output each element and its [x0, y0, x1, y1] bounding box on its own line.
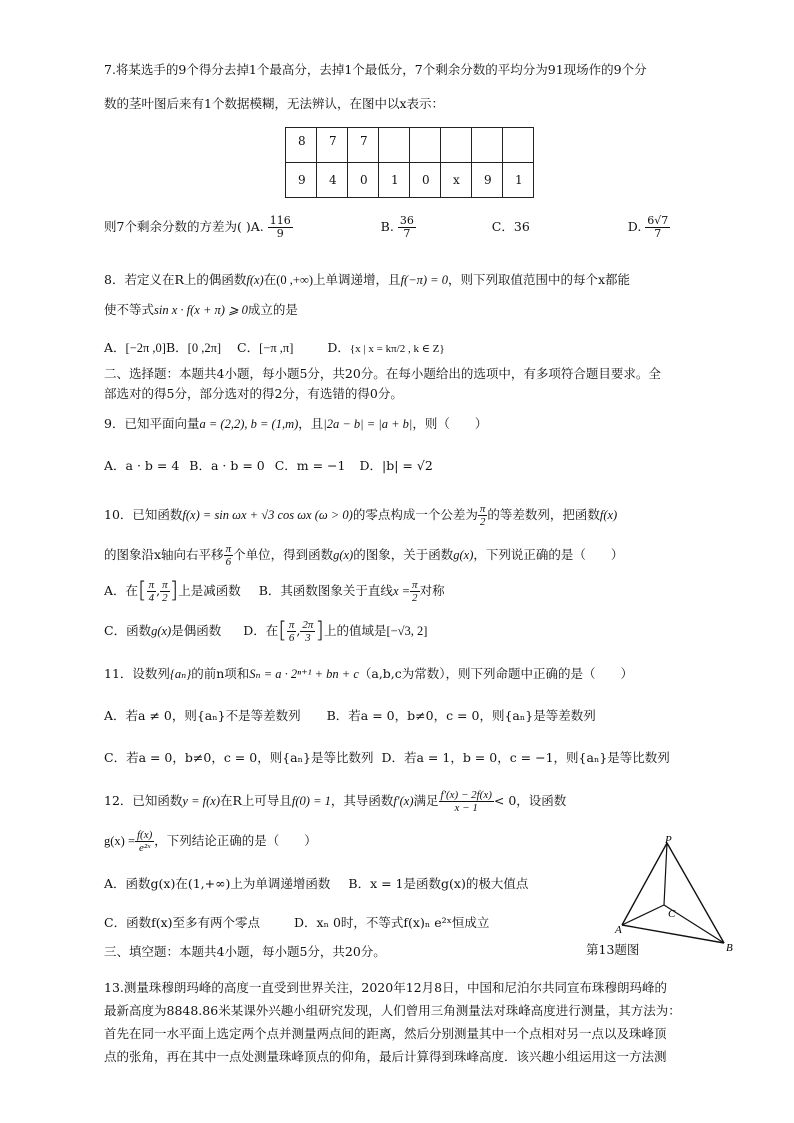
q12-stem: [104, 786, 566, 816]
denominator: 7: [654, 227, 662, 240]
q9-text: ，且: [298, 416, 324, 431]
leaf-cell: 1: [503, 163, 534, 198]
math-expr: (0 ,+∞): [276, 273, 314, 287]
q12-text: 在R上可导且: [220, 793, 292, 808]
denominator: 2: [162, 592, 168, 604]
denominator: e²ˣ: [138, 842, 151, 854]
leaf-cell: [410, 128, 441, 163]
bracket-left: [: [138, 578, 147, 604]
leaf-cell: 0: [410, 163, 441, 198]
leaf-cell: 9: [472, 163, 503, 198]
math-expr: f(0) = 1: [291, 794, 331, 808]
q7-option-a: [268, 215, 293, 240]
q11-options-cd: [104, 750, 670, 766]
q10-options-cd: C．函数g(x)是偶函数 D．在[ $\frac{\pi}{6}$ , $\frac{2\pi}{3}$ ]上的值域是[−√3, 2]: [104, 618, 428, 644]
numerator: f(x): [137, 829, 153, 841]
q9-option-a: A．a · b = 4: [104, 458, 180, 473]
math-expr: f(x): [246, 273, 264, 287]
option-label: B．: [165, 340, 188, 355]
q7-line1: 7.将某选手的9个得分去掉1个最高分，去掉1个最低分，7个剩余分数的平均分为91现场作的9个分: [104, 62, 647, 77]
q9-option-d: D．|b| = √2: [359, 458, 433, 473]
q10-line2: [104, 540, 623, 570]
q10-options-ab: A．在[ $\frac{\pi}{4}$ , $\frac{\pi}{2}$ ]上是减函数 B．其函数图象关于直线x = $\frac{\pi}{2}$ 对称: [104, 578, 445, 604]
q11-option-c: C．若a = 0，b≠0，c = 0，则{aₙ}是等比数列: [104, 750, 374, 765]
denominator: 9: [276, 227, 284, 240]
math-expr: f′(x): [393, 794, 414, 808]
q10-text: 上是减函数: [178, 583, 241, 598]
q12-option-a: A．函数g(x)在(1,+∞)上为单调递增函数: [104, 876, 331, 891]
stem-leaf-table: [285, 127, 534, 198]
q8-line1: [104, 272, 630, 288]
denominator: 2: [479, 516, 486, 528]
q11-options-ab: [104, 708, 596, 724]
q10-text: 的零点构成一个公差为: [352, 507, 478, 522]
q13-line2: 最新高度为8848.86米某课外兴趣小组研究发现，人们曾用三角测量法对珠峰高度进行测量，其方法为：: [104, 1003, 681, 1018]
tetrahedron-figure: [612, 835, 742, 953]
numerator: π: [148, 579, 155, 591]
edge-ac: [622, 905, 664, 925]
label-p: P: [665, 835, 672, 846]
numerator: π: [162, 579, 168, 591]
q11-text: 11．设数列: [104, 666, 170, 681]
section2-line1: 二、选择题：本题共4小题，每小题5分，共20分。在每小题给出的选项中，有多项符合题目要求。全: [104, 366, 661, 381]
q12-text: ，下列结论正确的是（ ）: [154, 833, 317, 848]
q9-text: 9．已知平面向量: [104, 416, 200, 431]
q11-option-a: A．若a ≠ 0，则{aₙ}不是等差数列: [104, 708, 301, 723]
q12-option-b: B．x = 1是函数g(x)的极大值点: [348, 876, 529, 891]
label-a: A: [615, 924, 622, 936]
q12-text: ，其导函数: [330, 793, 394, 808]
leaf-cell: 7: [317, 128, 348, 163]
edge-pc: [664, 843, 667, 905]
q8-text: 使不等式: [104, 302, 155, 317]
math-expr: f(−π) = 0: [400, 273, 448, 287]
option-label: C．: [237, 340, 260, 355]
q10-option-a: A．在: [104, 583, 139, 598]
q7-option-d-label: D.: [627, 219, 642, 234]
q10-text: 的图象，关于函数: [353, 547, 454, 562]
q9-option-c: C．m = −1: [274, 458, 346, 473]
math-expr: f(x) = sin ωx + √3 cos ωx (ω > 0): [182, 508, 353, 522]
leaf-cell: [503, 128, 534, 163]
q8-text: 在: [263, 272, 277, 287]
q10-text: ，下列说正确的是（ ）: [473, 547, 624, 562]
figure-caption: 第13题图: [586, 942, 640, 957]
q9-stem: [104, 416, 487, 432]
q13-line1: 13.测量珠穆朗玛峰的高度一直受到世界关注，2020年12月8日，中国和尼泊尔共同宣布珠穆朗玛峰的: [104, 980, 668, 995]
math-expr: a = (2,2), b = (1,m): [199, 417, 299, 431]
q8-option-d: {x | x = kπ/2 , k ∈ Z}: [349, 343, 445, 355]
stem-cell: 9: [286, 163, 317, 198]
denominator: 6: [225, 556, 232, 568]
q8-line2: [104, 302, 298, 318]
math-expr: [−√3, 2]: [386, 624, 428, 638]
q12-frac: [439, 789, 494, 814]
q10-option-b: B．其函数图象关于直线: [258, 583, 393, 598]
q9-option-b: B．a · b = 0: [189, 458, 265, 473]
section2-line2: 部选对的得5分，部分选对的得2分，有选错的得0分。: [104, 386, 403, 401]
q10-text: 的等差数列，把函数: [487, 507, 600, 522]
numerator: 36: [399, 214, 414, 227]
denominator: 6: [288, 632, 295, 644]
q10-text: 是偶函数: [171, 623, 222, 638]
q8-options: [104, 340, 445, 357]
q10-option-c: C．函数: [104, 623, 152, 638]
denominator: 2: [412, 592, 418, 604]
leaf-cell: 0: [348, 163, 379, 198]
q12-text: 满足: [413, 793, 439, 808]
q10-text: 个单位，得到函数: [233, 547, 334, 562]
q13-line3: 首先在同一水平面上选定两个点并测量两点间的距离，然后分别测量其中一个点相对另一点以及珠峰顶: [104, 1026, 667, 1041]
q12-options-cd: [104, 915, 489, 931]
interval-right: [160, 579, 170, 604]
section3-heading: 三、填空题：本题共4小题，每小题5分，共20分。: [104, 944, 386, 959]
q10-line1: [104, 500, 617, 530]
leaf-cell: 4: [317, 163, 348, 198]
numerator: π: [479, 503, 486, 515]
leaf-cell: 1: [379, 163, 410, 198]
denominator: 4: [148, 592, 155, 604]
denominator: x − 1: [454, 802, 478, 814]
q8-text: 成立的是: [247, 302, 298, 317]
q7-option-d: [645, 215, 670, 240]
denominator: 3: [305, 632, 311, 644]
q10-option-d: D．在: [243, 623, 279, 638]
stem-cell: 8: [286, 128, 317, 163]
leaf-cell: [441, 128, 472, 163]
interval-left: [287, 619, 297, 644]
q7-option-b: [398, 215, 416, 240]
label-c: C: [668, 908, 676, 920]
label-b: B: [726, 942, 733, 953]
q10-text: 上的值域是: [323, 623, 387, 638]
q8-text: 8．若定义在R上的偶函数: [104, 272, 247, 287]
math-expr: |2a − b| = |a + b|: [323, 417, 413, 431]
q8-option-b: [0 ,2π]: [187, 341, 222, 355]
interval-left: [147, 579, 157, 604]
numerator: f′(x) − 2f(x): [440, 789, 492, 801]
q9-text: ，则（ ）: [412, 416, 488, 431]
numerator: π: [288, 619, 295, 631]
leaf-cell: [379, 128, 410, 163]
q8-option-c: [−π ,π]: [259, 341, 294, 355]
q8-option-a: [−2π ,0]: [125, 341, 166, 355]
option-label: A．: [104, 340, 126, 355]
option-label: D．: [327, 340, 350, 355]
q7-option-b-label: B.: [380, 219, 394, 234]
numerator: π: [225, 543, 232, 555]
math-expr: g(x): [333, 548, 354, 562]
q7-question: 则7个剩余分数的方差为(: [104, 219, 242, 234]
numerator: 6√7: [647, 214, 669, 227]
edge-pa: [622, 843, 667, 925]
q12-text: < 0，设函数: [493, 793, 567, 808]
leaf-cell: [472, 128, 503, 163]
q10-optb-frac: [410, 579, 420, 604]
q12-options-ab: [104, 876, 528, 892]
q10-text: 对称: [419, 583, 445, 598]
q7-line2: 数的茎叶图后来有1个数据模糊，无法辨认，在图中以x表示：: [104, 96, 445, 111]
math-expr: g(x) =: [104, 834, 135, 848]
bracket-right: ]: [315, 618, 324, 644]
q10-gap-frac: [478, 503, 488, 528]
denominator: 7: [403, 227, 411, 240]
q10-shift-frac: [224, 543, 234, 568]
math-expr: x =: [392, 584, 411, 598]
math-expr: {aₙ}: [169, 667, 192, 681]
q11-stem: [104, 666, 633, 682]
numerator: 2π: [302, 619, 314, 631]
q11-text: （a,b,c为常数），则下列命题中正确的是（ ）: [358, 666, 634, 681]
q12-text: 12．已知函数: [104, 793, 183, 808]
q10-text: 的图象沿x轴向右平移: [104, 547, 224, 562]
bracket-left: [: [278, 618, 287, 644]
q12-option-d: D．xₙ 0时，不等式f(x)ₙ e²ˣ恒成立: [294, 915, 490, 930]
q12-g-frac: [135, 829, 154, 854]
q13-line4: 点的张角，再在其中一点处测量珠峰顶点的仰角，最后计算得到珠峰高度．该兴趣小组运用这一方法测: [104, 1049, 667, 1064]
q7-option-c: C．36: [491, 219, 530, 234]
numerator: π: [412, 579, 418, 591]
q11-option-d: D．若a = 1，b = 0，c = −1，则{aₙ}是等比数列: [381, 750, 670, 765]
edge-pb: [667, 843, 724, 943]
math-expr: g(x): [453, 548, 474, 562]
interval-right: [300, 619, 315, 644]
bracket-right: ]: [169, 578, 179, 604]
leaf-cell: 7: [348, 128, 379, 163]
q11-text: 的前n项和: [191, 666, 250, 681]
q12-g-def: [104, 826, 317, 856]
q10-text: 10．已知函数: [104, 507, 183, 522]
q7-close: )A.: [245, 219, 264, 234]
q11-option-b: B．若a = 0，b≠0，c = 0，则{aₙ}是等差数列: [326, 708, 596, 723]
q12-option-c: C．函数f(x)至多有两个零点: [104, 915, 260, 930]
q8-text: ，则下列取值范围中的每个x都能: [448, 272, 631, 287]
q9-options: [104, 458, 433, 474]
math-expr: sin x · f(x + π) ⩾ 0: [154, 303, 248, 317]
math-expr: Sₙ = a · 2ⁿ⁺¹ + bn + c: [249, 667, 359, 681]
q8-text: 上单调递增，且: [313, 272, 401, 287]
math-expr: y = f(x): [182, 794, 220, 808]
leaf-cell: x: [441, 163, 472, 198]
q7-options: [104, 212, 670, 242]
numerator: 116: [269, 214, 291, 227]
math-expr: g(x): [151, 624, 172, 638]
math-expr: f(x): [599, 508, 618, 522]
